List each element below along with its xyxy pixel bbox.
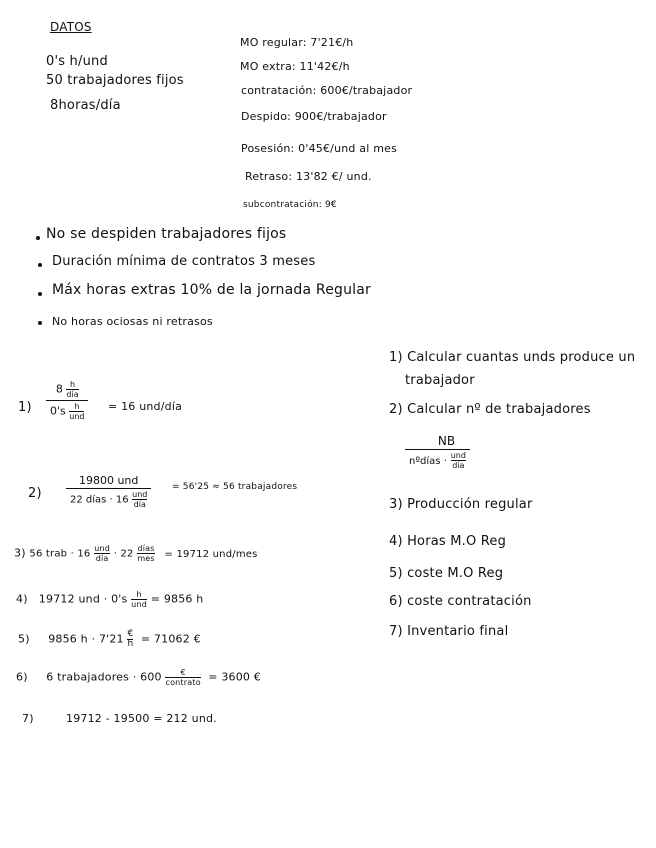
bullet-2: Máx horas extras 10% de la jornada Regular bbox=[52, 282, 371, 298]
calc-1-fraction: 8 $\frac{h}{\text{día}}$ 0's $\frac{h}{\text{und}}$ bbox=[46, 380, 88, 421]
formula-numerator: NB bbox=[437, 434, 456, 448]
step-2: 2) Calcular nº de trabajadores bbox=[389, 402, 591, 417]
datos-right-2: contratación: 600€/trabajador bbox=[241, 84, 413, 97]
datos-right-6: subcontratación: 9€ bbox=[243, 200, 337, 210]
bullet-1: Duración mínima de contratos 3 meses bbox=[52, 254, 316, 269]
step-1-cont: trabajador bbox=[405, 373, 475, 388]
step-4: 4) Horas M.O Reg bbox=[389, 534, 507, 549]
calc-7-expr: 19712 - 19500 = 212 und. bbox=[66, 712, 217, 725]
step-6: 6) coste contratación bbox=[389, 594, 532, 609]
formula-denominator: nºdías · $\frac{\text{und}}{\text{día}}$ bbox=[409, 451, 466, 470]
calc-1-result: = 16 und/día bbox=[108, 400, 183, 413]
calc-2-label: 2) bbox=[28, 486, 42, 501]
bullet-0: No se despiden trabajadores fijos bbox=[46, 226, 287, 242]
bullet-dot bbox=[38, 263, 42, 267]
calc-2-fraction: 19800 und 22 días · 16 $\frac{\text{und}}{\text{día}}$ bbox=[66, 474, 151, 509]
step-1: 1) Calcular cuantas unds produce un bbox=[389, 350, 636, 365]
step-5: 5) coste M.O Reg bbox=[389, 566, 504, 581]
step-3: 3) Producción regular bbox=[389, 497, 533, 512]
calc-6-expr: 6) 6 trabajadores · 600 $\frac{€}{\text{contrato}}$ = 3600 € bbox=[16, 668, 262, 687]
datos-left-0: 0's h/und bbox=[46, 54, 108, 69]
calc-4-expr: 4) 19712 und · 0's $\frac{h}{\text{und}}$ = 9856 h bbox=[16, 590, 204, 609]
datos-right-1: MO extra: 11'42€/h bbox=[240, 60, 350, 73]
datos-right-5: Retraso: 13'82 €/ und. bbox=[245, 170, 372, 183]
datos-title: DATOS bbox=[50, 20, 92, 34]
calc-5-expr: 5) 9856 h · 7'21 $\frac{€}{h}$ = 71062 € bbox=[18, 629, 201, 649]
calc-1-label: 1) bbox=[18, 400, 32, 415]
datos-right-3: Despido: 900€/trabajador bbox=[241, 110, 387, 123]
calc-7-label: 7) bbox=[22, 712, 34, 725]
datos-left-2: 8horas/día bbox=[50, 98, 121, 113]
datos-right-4: Posesión: 0'45€/und al mes bbox=[241, 142, 398, 155]
datos-left-1: 50 trabajadores fijos bbox=[46, 73, 184, 88]
calc-2-result: = 56'25 ≈ 56 trabajadores bbox=[172, 482, 298, 492]
bullet-dot bbox=[38, 292, 42, 296]
bullet-3: No horas ociosas ni retrasos bbox=[52, 315, 213, 328]
bullet-dot bbox=[38, 321, 42, 325]
calc-3-expr: 3) 56 trab · 16 $\frac{\text{und}}{\text{día}}$ · 22 $\frac{\text{días}}{\text{mes}}$ = 19712 und/mes bbox=[14, 544, 258, 563]
step-2-formula bbox=[405, 434, 470, 470]
bullet-dot bbox=[36, 236, 40, 240]
step-7: 7) Inventario final bbox=[389, 624, 509, 639]
datos-right-0: MO regular: 7'21€/h bbox=[240, 36, 354, 49]
